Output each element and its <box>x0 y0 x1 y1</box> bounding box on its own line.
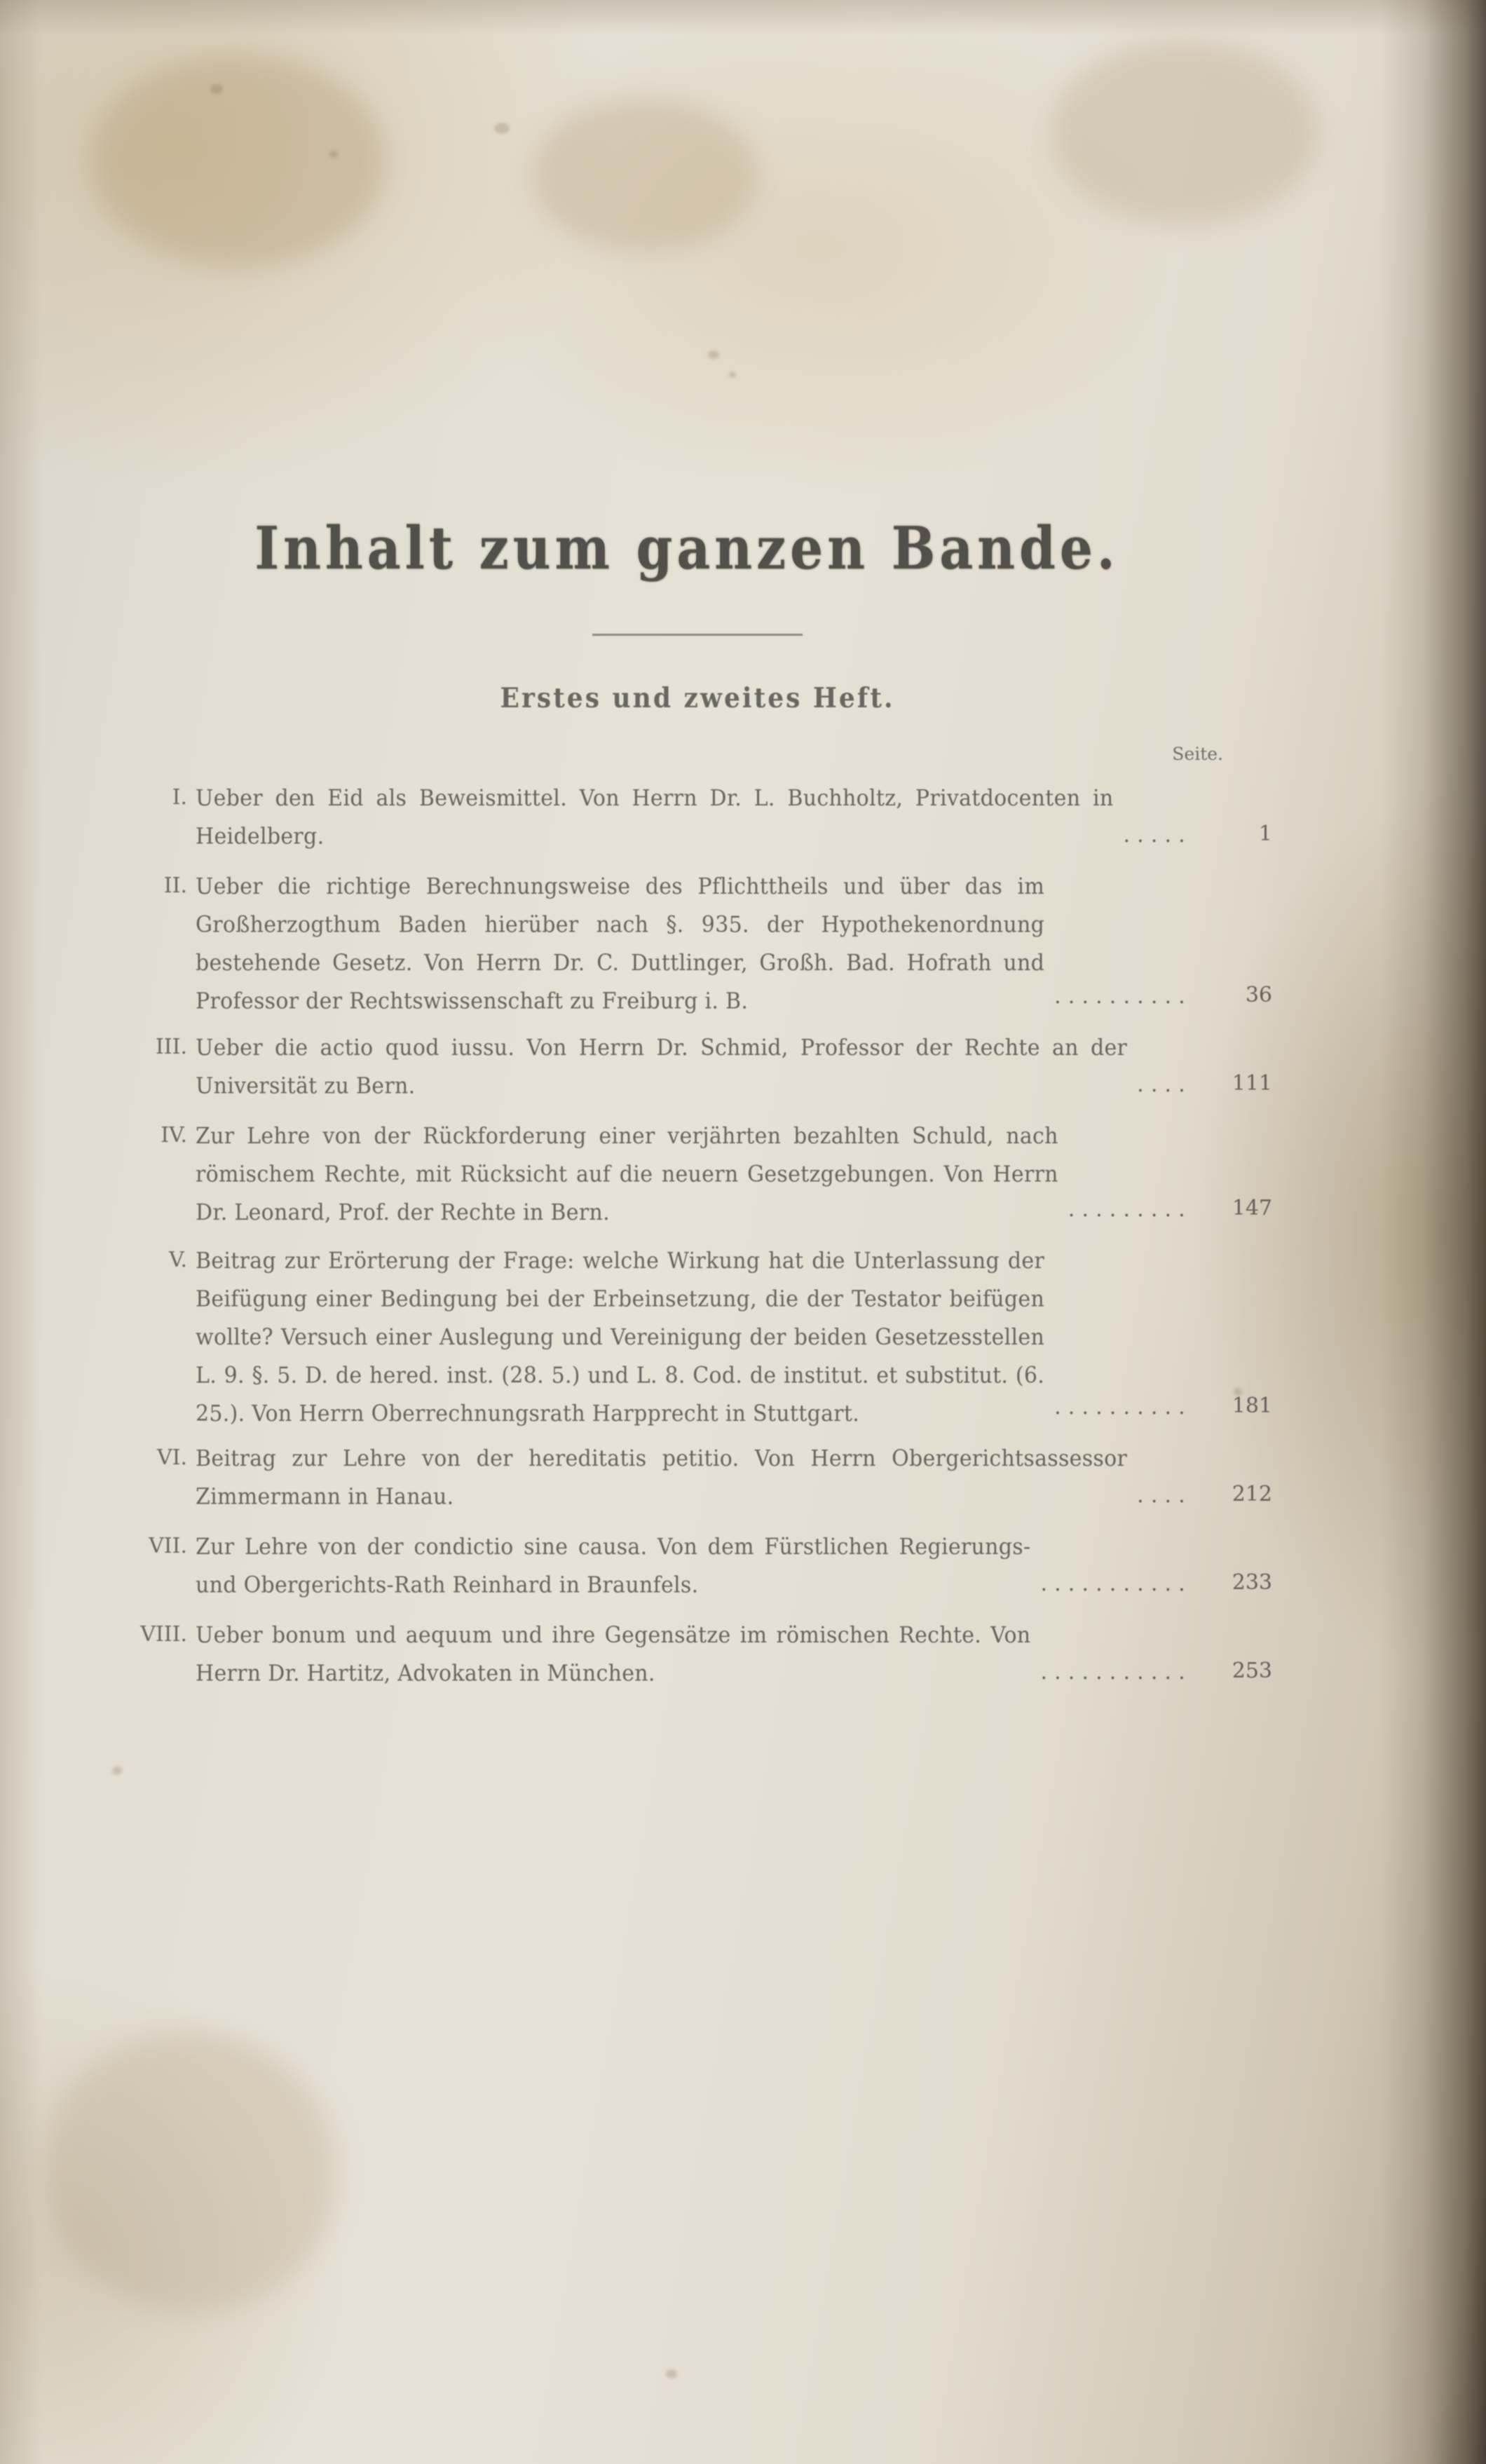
toc-entry-text: Zur Lehre von der Rückforderung einer verjährten bezahlten Schuld, nach römischem Rechte, mit Rücksicht auf die neuern Gesetzgebungen. Von Herrn Dr. Leonard, Prof. der Rechte in Bern. <box>196 1123 1058 1226</box>
paper-speck <box>112 1767 122 1775</box>
toc-entry[interactable] <box>123 1616 1272 1689</box>
toc-entry[interactable] <box>123 1440 1272 1513</box>
toc-entry-number: VIII. <box>140 1622 187 1647</box>
paper-speck <box>708 350 719 359</box>
toc-entry-page: 233 <box>1232 1570 1272 1595</box>
toc-entry-text: Beitrag zur Lehre von der hereditatis petitio. Von Herrn Obergerichtsassessor Zimmermann in Hanau. <box>196 1445 1128 1510</box>
toc-entry-page: 253 <box>1232 1659 1272 1683</box>
toc-entry[interactable] <box>123 1029 1272 1102</box>
page-column-header: Seite. <box>1172 744 1223 764</box>
table-of-contents <box>123 780 1272 1689</box>
toc-entry-leaders: . . . . <box>1137 1071 1185 1098</box>
toc-entry-number: V. <box>169 1248 187 1272</box>
toc-entry-number: VI. <box>156 1445 187 1470</box>
paper-stain <box>1051 42 1318 224</box>
toc-entry-page: 147 <box>1232 1196 1272 1220</box>
toc-entry-leaders: . . . . . . . . . . <box>1054 1394 1185 1420</box>
toc-entry-number: III. <box>155 1035 187 1059</box>
toc-entry-number: VII. <box>149 1534 187 1558</box>
toc-entry-leaders: . . . . . . . . . <box>1068 1196 1185 1223</box>
toc-entry[interactable] <box>123 780 1272 852</box>
toc-entry-text: Ueber die richtige Berechnungsweise des Pflichttheils und über das im Großherzogthum Baden hierüber nach §. 935. der Hypothekenordnung bestehende Gesetz. Von Herrn Dr. C. Duttlinger, Großh. Bad. Hofrath und Professor der Rechtswissenschaft zu Freiburg i. B. <box>196 873 1045 1014</box>
book-binding-shadow <box>1381 0 1486 2464</box>
toc-entry-text: Ueber bonum und aequum und ihre Gegensätze im römischen Rechte. Von Herrn Dr. Hartitz, Advokaten in München. <box>196 1622 1031 1687</box>
paper-speck <box>666 2369 677 2378</box>
toc-entry-page: 1 <box>1258 822 1272 846</box>
toc-entry-text: Ueber die actio quod iussu. Von Herrn Dr. Schmid, Professor der Rechte an der Universität zu Bern. <box>196 1035 1128 1099</box>
paper-stain <box>42 2033 336 2313</box>
page-content <box>123 515 1272 1689</box>
toc-entry-text: Ueber den Eid als Beweismittel. Von Herrn Dr. L. Buchholtz, Privatdocenten in Heidelberg. <box>196 785 1114 850</box>
paper-left-shading <box>0 0 42 2464</box>
paper-speck <box>729 372 736 378</box>
toc-entry[interactable] <box>123 1117 1272 1227</box>
toc-entry-leaders: . . . . . <box>1123 822 1185 848</box>
toc-entry-text: Beitrag zur Erörterung der Frage: welche Wirkung hat die Unterlassung der Beifügung einer Bedingung bei der Erbeinsetzung, die der Testator beifügen wollte? Versuch einer Auslegung und Vereinigung der beiden Gesetzesstellen L. 9. §. 5. D. de hered. inst. (28. 5.) und L. 8. Cod. de institut. et substitut. (6. 25.). Von Herrn Oberrechnungsrath Harpprecht in Stuttgart. <box>196 1248 1045 1427</box>
toc-entry-number: II. <box>163 873 187 898</box>
toc-entry-leaders: . . . . . . . . . . <box>1054 983 1185 1009</box>
title-divider-rule <box>592 634 803 636</box>
paper-stain <box>91 56 386 266</box>
toc-entry-page: 181 <box>1232 1394 1272 1418</box>
toc-entry-leaders: . . . . <box>1137 1482 1185 1509</box>
toc-entry-number: I. <box>172 785 187 810</box>
paper-stain <box>533 98 757 252</box>
toc-entry[interactable] <box>123 1242 1272 1427</box>
toc-entry-text: Zur Lehre von der condictio sine causa. Von dem Fürstlichen Regierungs- und Obergerichts-Rath Reinhard in Braunfels. <box>196 1534 1031 1598</box>
page-title: Inhalt zum ganzen Bande. <box>254 515 1119 583</box>
paper-speck <box>210 84 223 94</box>
toc-entry[interactable] <box>123 1528 1272 1601</box>
paper-speck <box>329 151 338 158</box>
paper-speck <box>494 123 510 134</box>
toc-entry-page: 36 <box>1245 983 1272 1007</box>
toc-entry-page: 212 <box>1232 1482 1272 1506</box>
toc-entry-number: IV. <box>161 1123 187 1148</box>
toc-entry[interactable] <box>123 868 1272 1014</box>
paper-top-shading <box>0 0 1486 35</box>
toc-entry-page: 111 <box>1232 1071 1272 1096</box>
toc-entry-leaders: . . . . . . . . . . . <box>1040 1570 1185 1597</box>
toc-entry-leaders: . . . . . . . . . . . <box>1040 1659 1185 1685</box>
section-subheading: Erstes und zweites Heft. <box>500 682 895 714</box>
